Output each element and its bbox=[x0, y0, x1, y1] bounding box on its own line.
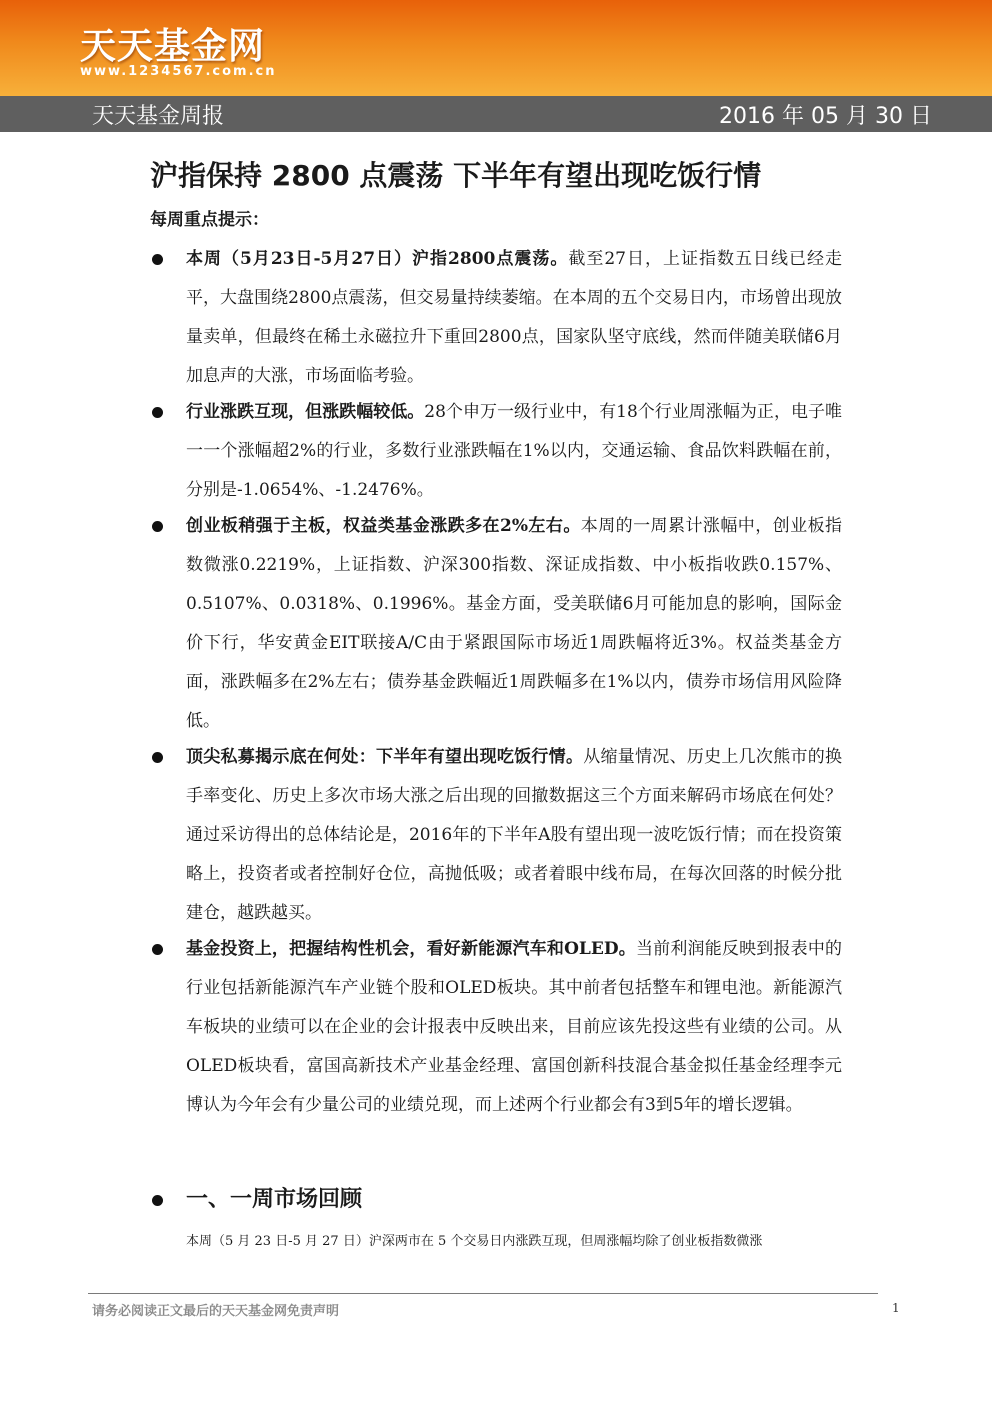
bullet-body: 当前利润能反映到报表中的行业包括新能源汽车产业链个股和OLED板块。其中前者包括整车和锂电池。新能源汽车板块的业绩可以在企业的会计报表中反映出来，目前应该先投这些有业绩的公司。从OLED板块看，富国高新技术产业基金经理、富国创新科技混合基金拟任基金经理李元博认为今年会有少量公司的业绩兑现，而上述两个行业都会有3到5年的增长逻辑。 bbox=[186, 939, 843, 1115]
bullet-lead: 基金投资上，把握结构性机会，看好新能源汽车和OLED。 bbox=[186, 939, 636, 959]
bullet-dot-icon bbox=[152, 254, 163, 265]
page-number: 1 bbox=[892, 1301, 900, 1315]
bullet-lead: 行业涨跌互现，但涨跌幅较低。 bbox=[186, 402, 425, 422]
list-item bbox=[150, 507, 842, 741]
bullet-dot-icon bbox=[152, 1195, 163, 1206]
list-item bbox=[150, 240, 842, 396]
bullet-lead: 本周（5月23日-5月27日）沪指2800点震荡。 bbox=[186, 249, 569, 269]
list-item bbox=[150, 393, 842, 510]
bullet-dot-icon bbox=[152, 407, 163, 418]
section-heading bbox=[150, 1182, 362, 1213]
highlights-label: 每周重点提示： bbox=[150, 210, 269, 230]
bullet-dot-icon bbox=[152, 521, 163, 532]
report-name: 天天基金周报 bbox=[92, 104, 225, 129]
brand-url: www.1234567.com.cn bbox=[80, 64, 277, 79]
bullet-dot-icon bbox=[152, 944, 163, 955]
brand-logo: 天天基金网 bbox=[80, 26, 266, 67]
highlights-list bbox=[150, 240, 842, 1122]
bullet-lead: 创业板稍强于主板，权益类基金涨跌多在2%左右。 bbox=[186, 516, 581, 536]
bullet-body: 截至27日，上证指数五日线已经走平，大盘围绕2800点震荡，但交易量持续萎缩。在本周的五个交易日内，市场曾出现放量卖单，但最终在稀土永磁拉升下重回2800点，国家队坚守底线，然而伴随美联储6月加息声的大涨，市场面临考验。 bbox=[186, 249, 842, 386]
bullet-body: 本周的一周累计涨幅中，创业板指数微涨0.2219%，上证指数、沪深300指数、深证成指数、中小板指收跌0.157%、0.5107%、0.0318%、0.1996%。基金方面，受美联储6月可能加息的影响，国际金价下行，华安黄金EIT联接A/C由于紧跟国际市场近1周跌幅将近3%。权益类基金方面，涨跌幅多在2%左右；债券基金跌幅近1周跌幅多在1%以内，债券市场信用风险降低。 bbox=[186, 516, 843, 731]
footer-disclaimer: 请务必阅读正文最后的天天基金网免责声明 bbox=[92, 1304, 340, 1319]
bullet-dot-icon bbox=[152, 752, 163, 763]
list-item bbox=[150, 738, 842, 933]
report-date: 2016 年 05 月 30 日 bbox=[719, 104, 932, 129]
page-title: 沪指保持 2800 点震荡 下半年有望出现吃饭行情 bbox=[150, 159, 762, 192]
bullet-body: 从缩量情况、历史上几次熊市的换手率变化、历史上多次市场大涨之后出现的回撤数据这三个方面来解码市场底在何处？通过采访得出的总体结论是，2016年的下半年A股有望出现一波吃饭行情；而在投资策略上，投资者或者控制好仓位，高抛低吸；或者着眼中线布局，在每次回落的时候分批建仓，越跌越买。 bbox=[186, 747, 843, 923]
section-heading-text: 一、一周市场回顾 bbox=[186, 1187, 363, 1212]
bullet-lead: 顶尖私募揭示底在何处：下半年有望出现吃饭行情。 bbox=[186, 747, 584, 767]
footer-divider bbox=[88, 1293, 878, 1294]
bullet-body: 28个申万一级行业中，有18个行业周涨幅为正，电子唯一一个涨幅超2%的行业，多数行业涨跌幅在1%以内，交通运输、食品饮料跌幅在前，分别是-1.0654%、-1.2476%。 bbox=[186, 402, 843, 500]
intro-paragraph: 本周（5 月 23 日-5 月 27 日）沪深两市在 5 个交易日内涨跌互现，但周涨幅均除了创业板指数微涨 bbox=[186, 1234, 763, 1249]
list-item bbox=[150, 930, 842, 1125]
